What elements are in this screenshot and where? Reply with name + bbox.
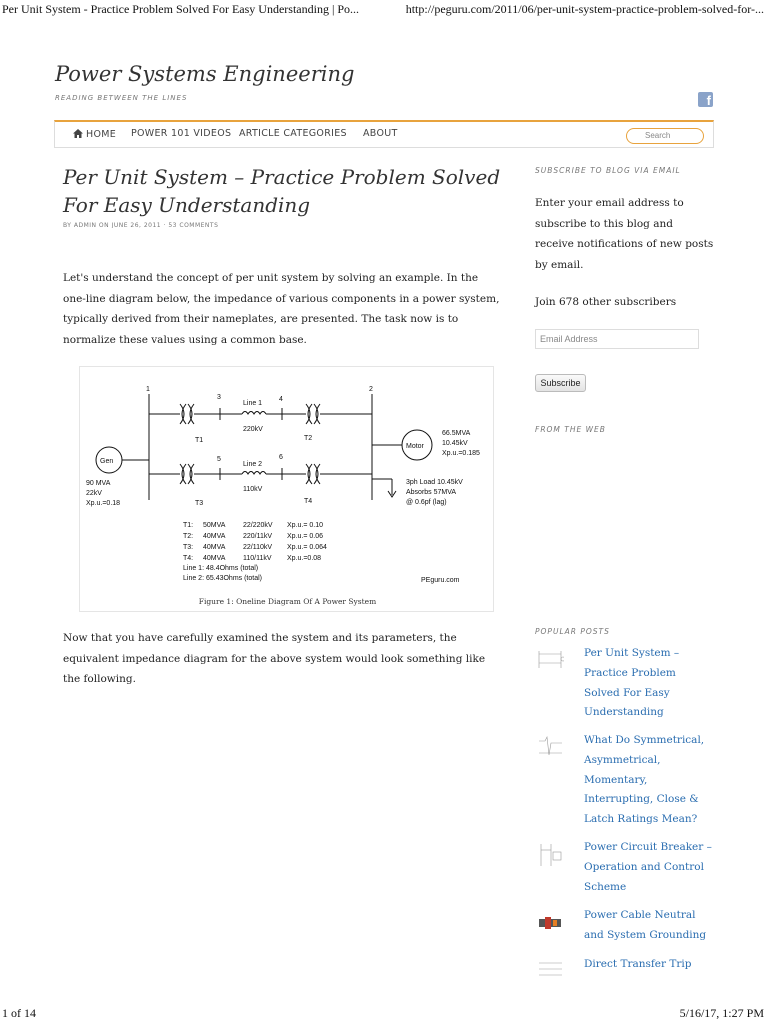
t3-label: T3 [195, 500, 204, 507]
post-thumbnail[interactable] [537, 910, 564, 936]
line2-note: Line 2: 65.43Ohms (total) [183, 575, 262, 582]
nav-article-categories[interactable]: ARTICLE CATEGORIES [239, 128, 347, 139]
bus-label-5: 5 [217, 456, 221, 463]
table-t4-x: Xp.u.=0.08 [287, 555, 322, 562]
table-t2-name: T2: [183, 533, 194, 540]
nav-home[interactable] [73, 128, 116, 140]
post-thumbnail[interactable] [537, 735, 564, 761]
table-t1-name: T1: [183, 522, 194, 529]
nav-about[interactable]: ABOUT [363, 128, 398, 139]
oneline-diagram-figure [79, 366, 494, 612]
line1-note: Line 1: 48.4Ohms (total) [183, 565, 259, 572]
print-header [0, 0, 768, 20]
table-t1-kv: 22/220kV [243, 522, 273, 529]
popular-post-link[interactable]: What Do Symmetrical, Asymmetrical, Momentary, Interrupting, Close & Latch Ratings Mean? [584, 734, 705, 826]
table-t2-kv: 220/11kV [243, 533, 273, 540]
line1-label: Line 1 [243, 400, 263, 407]
print-datetime: 5/16/17, 1:27 PM [679, 1006, 764, 1020]
table-t1-mva: 50MVA [203, 522, 226, 529]
t2-label: T2 [304, 435, 313, 442]
bus-label-1: 1 [146, 386, 150, 393]
nav-home-label: HOME [86, 129, 117, 140]
site-tagline: READING BETWEEN THE LINES [55, 94, 188, 102]
post-paragraph-followup: Now that you have carefully examined the system and its parameters, the equivalent impedance diagram for the above system would look something like the following. [63, 632, 486, 686]
motor-spec-1: 66.5MVA [442, 430, 471, 437]
line2-kv: 110kV [243, 486, 263, 493]
search-input[interactable]: Search [626, 128, 704, 144]
table-t2-x: Xp.u.= 0.06 [287, 533, 324, 540]
popular-post-link[interactable]: Power Cable Neutral and System Grounding [584, 909, 707, 941]
print-page-url[interactable]: http://peguru.com/2011/06/per-unit-system-practice-problem-solved-for-... [405, 2, 764, 16]
bus-label-2: 2 [369, 386, 373, 393]
gen-spec-2: 22kV [86, 490, 102, 497]
table-t4-mva: 40MVA [203, 555, 226, 562]
table-t3-kv: 22/110kV [243, 544, 273, 551]
print-footer [0, 1002, 768, 1024]
line2-label: Line 2 [243, 461, 263, 468]
line1-kv: 220kV [243, 426, 263, 433]
popular-posts-heading: POPULAR POSTS [535, 627, 610, 636]
popular-post-link[interactable]: Per Unit System – Practice Problem Solved For Easy Understanding [584, 647, 680, 719]
table-t3-mva: 40MVA [203, 544, 226, 551]
motor-spec-2: 10.45kV [442, 440, 468, 447]
table-t3-x: Xp.u.= 0.064 [287, 544, 327, 551]
post-thumbnail[interactable] [537, 959, 564, 985]
post-thumbnail[interactable] [537, 648, 564, 674]
nav-power-101-videos[interactable]: POWER 101 VIDEOS [131, 128, 232, 139]
load-spec-3: @ 0.6pf (lag) [406, 499, 447, 506]
load-spec-2: Absorbs 57MVA [406, 489, 457, 496]
print-page-title: Per Unit System - Practice Problem Solved For Easy Understanding | Po... [2, 2, 360, 16]
popular-post-link[interactable]: Power Circuit Breaker – Operation and Control Scheme [584, 841, 712, 893]
subscribe-heading: SUBSCRIBE TO BLOG VIA EMAIL [535, 166, 681, 175]
bus-label-3: 3 [217, 394, 221, 401]
facebook-icon[interactable]: f [698, 92, 713, 107]
home-icon [73, 129, 83, 138]
bus-label-4: 4 [279, 396, 283, 403]
post-paragraph-intro: Let's understand the concept of per unit system by solving an example. In the one-line diagram below, the impedance of various components in a power system, typically derived from their nameplates, are presented. The task now is to normalize these values using a common base. [63, 272, 500, 346]
table-t4-kv: 110/11kV [243, 555, 272, 562]
figure-caption: Figure 1: Oneline Diagram Of A Power System [198, 597, 377, 606]
bus-label-6: 6 [279, 454, 283, 461]
diagram-watermark: PEguru.com [421, 577, 460, 584]
popular-post-link[interactable]: Direct Transfer Trip [584, 958, 692, 970]
main-navigation [54, 120, 714, 148]
t4-label: T4 [304, 498, 313, 505]
gen-spec-1: 90 MVA [86, 480, 111, 487]
print-page-number: 1 of 14 [2, 1006, 36, 1020]
load-spec-1: 3ph Load 10.45kV [406, 479, 463, 486]
site-title[interactable]: Power Systems Engineering [55, 62, 355, 86]
table-t4-name: T4: [183, 555, 194, 562]
generator-label: Gen [100, 458, 114, 465]
t1-label: T1 [195, 437, 204, 444]
post-title: Per Unit System – Practice Problem Solved For Easy Understanding [63, 165, 501, 217]
oneline-diagram [80, 367, 495, 597]
subscribe-button[interactable]: Subscribe [535, 374, 586, 392]
motor-label: Motor [406, 443, 424, 450]
table-t3-name: T3: [183, 544, 194, 551]
from-the-web-heading: FROM THE WEB [535, 425, 606, 434]
post-meta: BY ADMIN ON JUNE 26, 2011 · 53 COMMENTS [63, 222, 219, 228]
table-t1-x: Xp.u.= 0.10 [287, 522, 324, 529]
gen-spec-3: Xp.u.=0.18 [86, 500, 121, 507]
email-field[interactable]: Email Address [535, 329, 699, 349]
subscribe-description: Enter your email address to subscribe to this blog and receive notifications of new posts by email. [535, 197, 714, 271]
motor-spec-3: Xp.u.=0.185 [442, 450, 480, 457]
post-thumbnail[interactable] [537, 842, 564, 868]
subscriber-count: Join 678 other subscribers [535, 296, 677, 308]
table-t2-mva: 40MVA [203, 533, 226, 540]
